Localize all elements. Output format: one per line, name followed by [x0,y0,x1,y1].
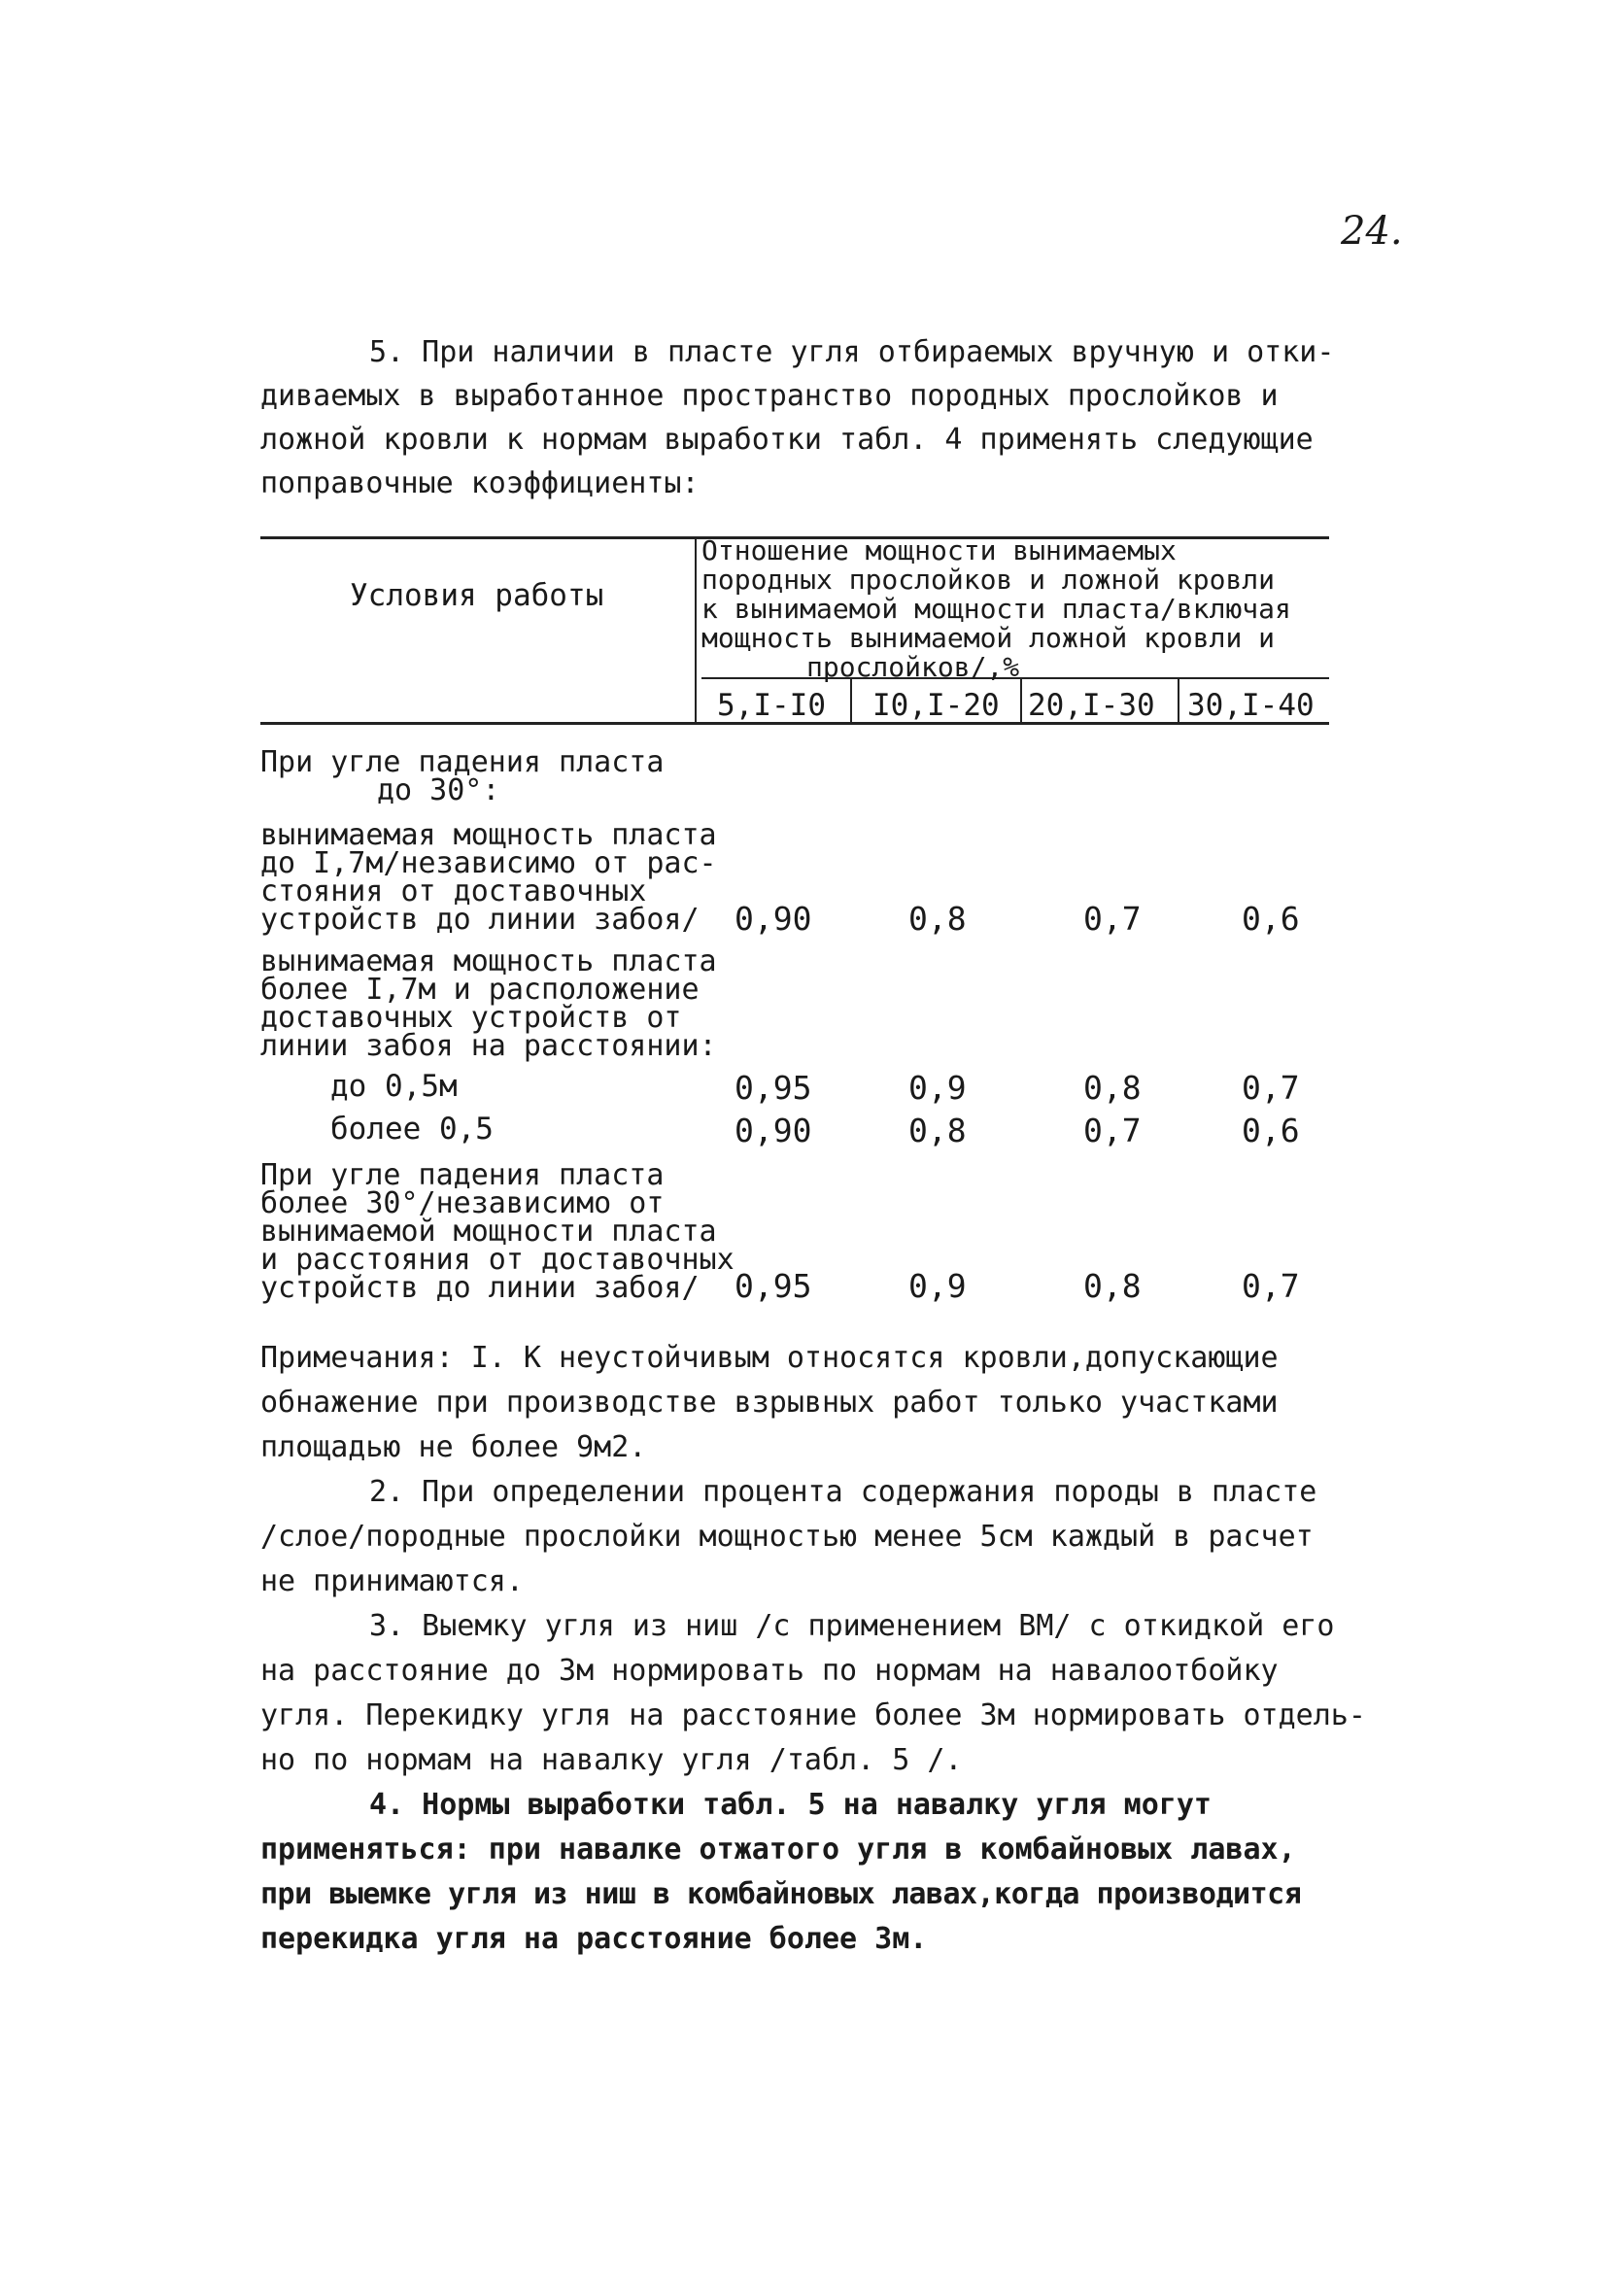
col-header-conditions: Условия работы [350,578,604,613]
col-header-ratio-line: мощность вынимаемой ложной кровли и [701,622,1276,654]
table-cell-value: 0,9 [908,1069,967,1107]
range-divider [850,679,852,722]
table-row-label [260,1158,735,1305]
row-label-line: до I,7м/независимо от рас- [260,846,717,880]
table-row-label [260,818,717,937]
note-line: на расстояние до 3м нормировать по нормам на навалоотбойку [260,1654,1279,1688]
intro-line: поправочные коэффициенты: [260,466,700,500]
note-line: при выемке угля из ниш в комбайновых лавах,когда производится [260,1877,1302,1911]
table-cell-value: 0,7 [1083,900,1142,938]
col-header-ratio [701,536,1291,682]
table-cell-value: 0,8 [1083,1267,1142,1305]
table-divider [695,539,697,722]
table-cell-value: 0,95 [735,1267,812,1305]
row-label-line: до 30°: [377,773,500,807]
table-cell-value: 0,95 [735,1069,812,1107]
table-row-label [260,944,717,1063]
row-label-line: более 0,5 [330,1112,494,1147]
page-number: 24. [1341,209,1403,254]
note-line: не принимаются. [260,1564,524,1598]
table-cell-value: 0,8 [908,1112,967,1149]
table-cell-value: 0,6 [1242,900,1300,938]
note-line: 3. Выемку угля из ниш /с применением ВМ/ с откидкой его [369,1609,1335,1643]
intro-line: ложной кровли к нормам выработки табл. 4 применять следующие [260,423,1314,457]
range-header: I0,I-20 [872,688,1000,723]
table-row-label [330,1112,494,1147]
row-label-line: При угле падения пласта [260,1158,665,1192]
table-cell-value: 0,90 [735,900,812,938]
note-line: обнажение при производстве взрывных работ только участками [260,1386,1279,1420]
range-divider [1178,679,1179,722]
col-header-ratio-line: к вынимаемой мощности пласта/включая [701,593,1291,625]
col-header-ratio-line: прослойков/,% [806,651,1020,683]
table-cell-value: 0,8 [1083,1069,1142,1107]
col-header-ratio-line: Отношение мощности вынимаемых [701,534,1177,566]
notes-section [260,1336,1368,1962]
table-cell-value: 0,9 [908,1267,967,1305]
range-header: 5,I-I0 [717,688,826,723]
range-divider [1020,679,1022,722]
note-line: площадью не более 9м2. [260,1430,647,1464]
table-cell-value: 0,7 [1242,1267,1300,1305]
note-line: 4. Нормы выработки табл. 5 на навалку угля могут [369,1788,1212,1822]
row-label-line: более I,7м и расположение [260,973,700,1007]
row-label-line: до 0,5м [330,1069,458,1104]
note-line: перекидка угля на расстояние более 3м. [260,1922,928,1956]
table-row-label [260,745,665,807]
table-cell-value: 0,90 [735,1112,812,1149]
col-header-ratio-line: породных прослойков и ложной кровли [701,564,1276,596]
row-label-line: более 30°/независимо от [260,1186,665,1220]
table-cell-value: 0,7 [1083,1112,1142,1149]
intro-line: 5. При наличии в пласте угля отбираемых вручную и отки- [369,335,1335,369]
row-label-line: линии забоя на расстоянии: [260,1029,717,1063]
row-label-line: устройств до линии забоя/ [260,903,700,937]
intro-line: диваемых в выработанное пространство породных прослойков и [260,379,1279,413]
row-label-line: доставочных устройств от [260,1001,682,1035]
row-label-line: При угле падения пласта [260,745,665,779]
row-label-line: вынимаемая мощность пласта [260,818,717,852]
note-line: Примечания: I. К неустойчивым относятся кровли,допускающие [260,1341,1279,1375]
note-line: /слое/породные прослойки мощностью менее 5см каждый в расчет [260,1520,1314,1554]
range-header: 30,I-40 [1187,688,1315,723]
row-label-line: вынимаемая мощность пласта [260,944,717,978]
table-cell-value: 0,8 [908,900,967,938]
note-line: 2. При определении процента содержания породы в пласте [369,1475,1317,1509]
note-line: угля. Перекидку угля на расстояние более 3м нормировать отдель- [260,1698,1366,1732]
intro-paragraph [260,330,1349,505]
note-line: но по нормам на навалку угля /табл. 5 /. [260,1743,963,1777]
note-line: применяться: при навалке отжатого угля в комбайновых лавах, [260,1833,1296,1867]
row-label-line: стояния от доставочных [260,874,647,908]
range-header: 20,I-30 [1028,688,1155,723]
row-label-line: вынимаемой мощности пласта [260,1215,717,1249]
row-label-line: устройств до линии забоя/ [260,1271,700,1305]
row-label-line: и расстояния от доставочных [260,1243,735,1277]
table-cell-value: 0,6 [1242,1112,1300,1149]
table-cell-value: 0,7 [1242,1069,1300,1107]
table-row-label [330,1069,458,1104]
